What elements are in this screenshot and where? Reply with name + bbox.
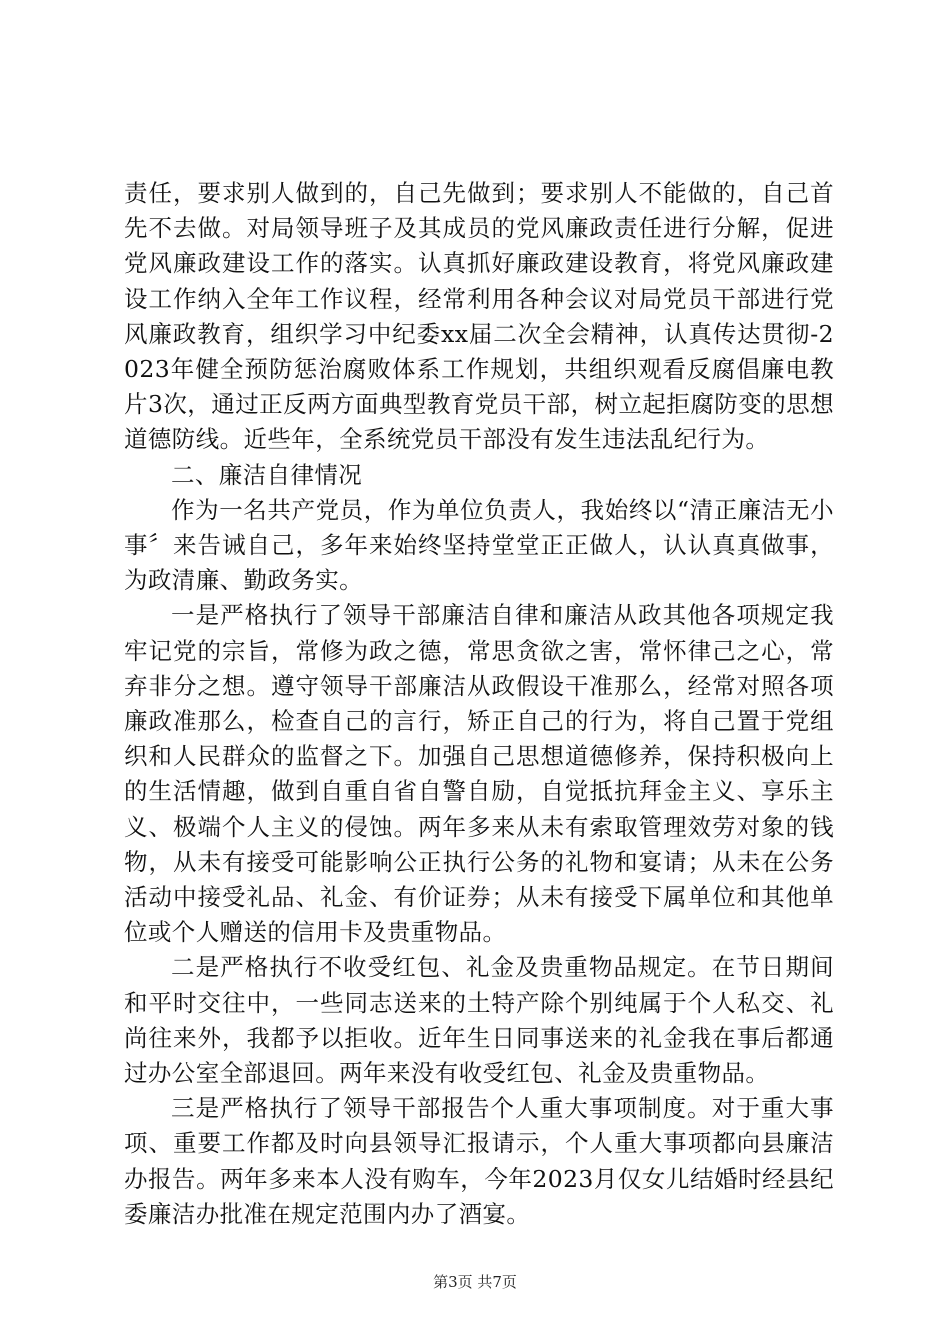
section-heading-integrity: 二、廉洁自律情况 (171, 460, 363, 489)
page-number-footer: 第3页 共7页 (433, 1273, 517, 1291)
paragraph-continuation: 责任，要求别人做到的，自己先做到；要求别人不能做的，自己首先不去做。对局领导班子及其成员的党风廉政责任进行分解，促进党风廉政建设工作的落实。认真抓好廉政建设教育，将党风廉政建设工作纳入全年工作议程，经常利用各种会议对局党员干部进行党风廉政教育，组织学习中纪委xx届二次全会精神，认真传达贯彻-2023年健全预防惩治腐败体系工作规划，共组织观看反腐倡廉电教片3次，通过正反两方面典型教育党员干部，树立起拒腐防变的思想道德防线。近些年，全系统党员干部没有发生违法乱纪行为。 (124, 179, 834, 454)
paragraph-point-three: 三是严格执行了领导干部报告个人重大事项制度。对于重大事项、重要工作都及时向县领导汇报请示，个人重大事项都向县廉洁办报告。两年多来本人没有购车，今年2023月仅女儿结婚时经县纪委廉洁办批准在规定范围内办了酒宴。 (124, 1094, 834, 1228)
paragraph-point-one: 一是严格执行了领导干部廉洁自律和廉洁从政其他各项规定我牢记党的宗旨，常修为政之德，常思贪欲之害，常怀律己之心，常弃非分之想。遵守领导干部廉洁从政假设干准那么，经常对照各项廉政准那么，检查自己的言行，矫正自己的行为，将自己置于党组织和人民群众的监督之下。加强自己思想道德修养，保持积极向上的生活情趣，做到自重自省自警自励，自觉抵抗拜金主义、享乐主义、极端个人主义的侵蚀。两年多来从未有索取管理效劳对象的钱物，从未有接受可能影响公正执行公务的礼物和宴请；从未在公务活动中接受礼品、礼金、有价证券；从未有接受下属单位和其他单位或个人赠送的信用卡及贵重物品。 (124, 601, 834, 947)
document-body (124, 176, 834, 1232)
paragraph-point-two: 二是严格执行不收受红包、礼金及贵重物品规定。在节日期间和平时交往中，一些同志送来的土特产除个别纯属于个人私交、礼尚往来外，我都予以拒收。近年生日同事送来的礼金我在事后都通过办公室全部退回。两年来没有收受红包、礼金及贵重物品。 (124, 953, 834, 1088)
paragraph-intro: 作为一名共产党员，作为单位负责人，我始终以“清正廉洁无小事〞来告诫自己，多年来始终坚持堂堂正正做人，认认真真做事，为政清廉、勤政务实。 (124, 495, 834, 595)
